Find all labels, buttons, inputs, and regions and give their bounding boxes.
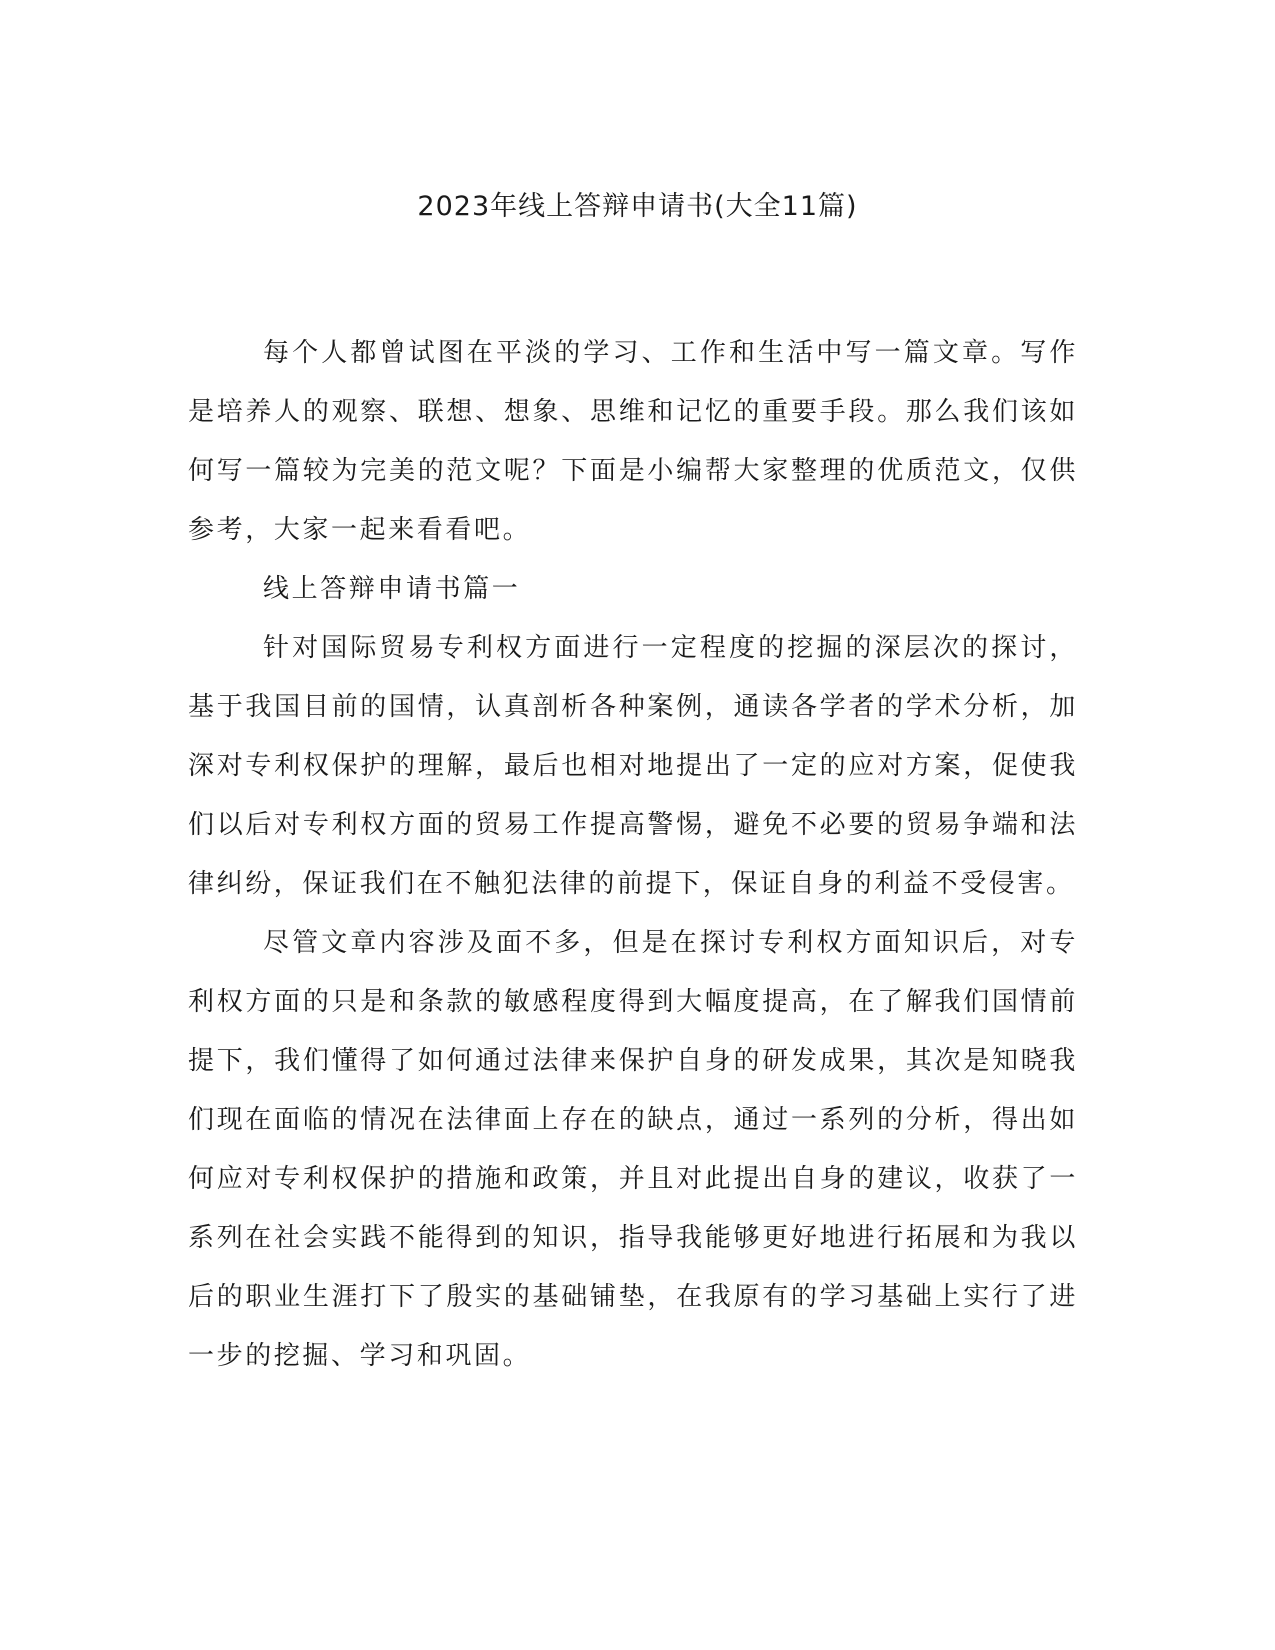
document-body [188,324,1078,1386]
document-title: 2023年线上答辩申请书(大全11篇) [417,191,858,222]
body-paragraph: 针对国际贸易专利权方面进行一定程度的挖掘的深层次的探讨，基于我国目前的国情，认真剖析各种案例，通读各学者的学术分析，加深对专利权保护的理解，最后也相对地提出了一定的应对方案，促使我们以后对专利权方面的贸易工作提高警惕，避免不必要的贸易争端和法律纠纷，保证我们在不触犯法律的前提下，保证自身的利益不受侵害。 [188,633,1078,899]
intro-paragraph: 每个人都曾试图在平淡的学习、工作和生活中写一篇文章。写作是培养人的观察、联想、想象、思维和记忆的重要手段。那么我们该如何写一篇较为完美的范文呢？下面是小编帮大家整理的优质范文，仅供参考，大家一起来看看吧。 [188,338,1078,545]
body-paragraph: 尽管文章内容涉及面不多，但是在探讨专利权方面知识后，对专利权方面的只是和条款的敏感程度得到大幅度提高，在了解我们国情前提下，我们懂得了如何通过法律来保护自身的研发成果，其次是知晓我们现在面临的情况在法律面上存在的缺点，通过一系列的分析，得出如何应对专利权保护的措施和政策，并且对此提出自身的建议，收获了一系列在社会实践不能得到的知识，指导我能够更好地进行拓展和为我以后的职业生涯打下了殷实的基础铺垫，在我原有的学习基础上实行了进一步的挖掘、学习和巩固。 [188,928,1078,1371]
section-heading: 线上答辩申请书篇一 [263,574,521,604]
